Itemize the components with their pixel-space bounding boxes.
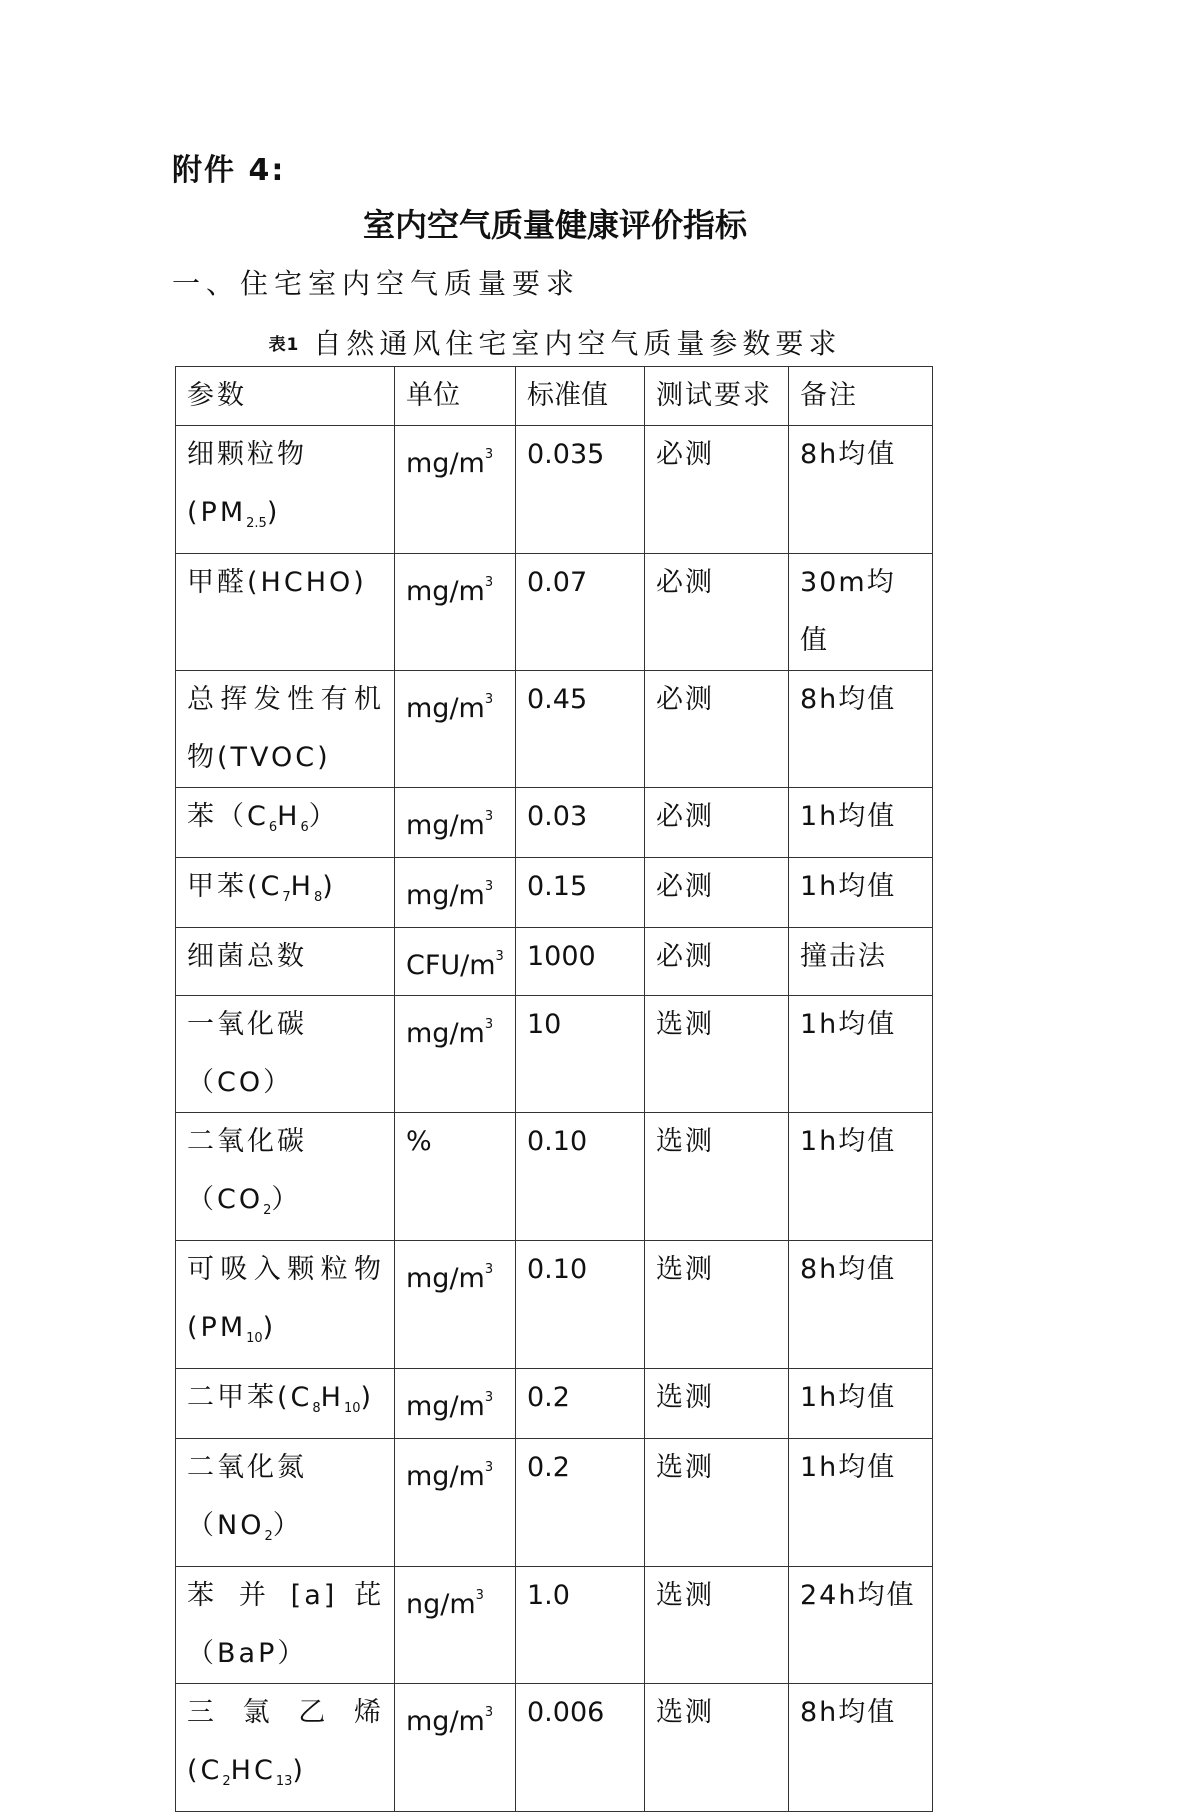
param-text-line2: （BaP） bbox=[187, 1638, 308, 1669]
cell-param bbox=[176, 554, 395, 671]
cell-param bbox=[176, 788, 395, 858]
unit-text: mg/m bbox=[406, 880, 485, 911]
cell-test-requirement: 选测 bbox=[645, 1439, 789, 1567]
cell-test-requirement: 选测 bbox=[645, 1567, 789, 1684]
table-row bbox=[176, 1113, 933, 1241]
unit-superscript: 3 bbox=[484, 1017, 494, 1032]
param-text-tail: ） bbox=[308, 801, 339, 832]
cell-note: 1h均值 bbox=[789, 1113, 933, 1241]
param-text: 甲醛(HCHO) bbox=[187, 567, 367, 598]
cell-param bbox=[176, 928, 395, 996]
unit-superscript: 3 bbox=[484, 809, 494, 824]
cell-note: 30m均值 bbox=[789, 554, 933, 671]
cell-standard-value: 1.0 bbox=[516, 1567, 645, 1684]
cell-standard-value: 0.2 bbox=[516, 1369, 645, 1439]
header-unit: 单位 bbox=[395, 367, 516, 426]
param-text: 细颗粒物(PM bbox=[187, 439, 307, 528]
cell-param bbox=[176, 996, 395, 1113]
unit-text: mg/m bbox=[406, 693, 485, 724]
cell-unit bbox=[395, 858, 516, 928]
cell-note: 8h均值 bbox=[789, 426, 933, 554]
cell-note: 1h均值 bbox=[789, 788, 933, 858]
unit-superscript: 3 bbox=[484, 1460, 494, 1475]
cell-unit bbox=[395, 426, 516, 554]
unit-superscript: 3 bbox=[484, 575, 494, 590]
cell-unit bbox=[395, 1567, 516, 1684]
header-param: 参数 bbox=[176, 367, 395, 426]
unit-text: mg/m bbox=[406, 1263, 485, 1294]
unit-text: ng/m bbox=[406, 1589, 476, 1620]
cell-param bbox=[176, 1439, 395, 1567]
unit-text: mg/m bbox=[406, 1391, 485, 1422]
cell-param bbox=[176, 426, 395, 554]
param-text-tail: H bbox=[277, 801, 301, 832]
unit-superscript: 3 bbox=[484, 1705, 494, 1720]
cell-note: 8h均值 bbox=[789, 1684, 933, 1812]
table-header-row bbox=[176, 367, 933, 426]
param-subscript: 6 bbox=[300, 820, 309, 835]
cell-unit bbox=[395, 671, 516, 788]
param-text: 二氧化碳（CO bbox=[187, 1126, 307, 1215]
unit-text: mg/m bbox=[406, 1018, 485, 1049]
header-value: 标准值 bbox=[516, 367, 645, 426]
unit-text: mg/m bbox=[406, 1706, 485, 1737]
document-title: 室内空气质量健康评价指标 bbox=[362, 206, 747, 244]
param-text-tail: ) bbox=[262, 1312, 277, 1343]
table-row bbox=[176, 1684, 933, 1812]
param-text: 甲苯(C bbox=[187, 871, 283, 902]
cell-param bbox=[176, 1241, 395, 1369]
param-text: 苯（C bbox=[187, 801, 269, 832]
cell-unit bbox=[395, 554, 516, 671]
cell-standard-value: 0.006 bbox=[516, 1684, 645, 1812]
cell-standard-value: 1000 bbox=[516, 928, 645, 996]
cell-standard-value: 0.10 bbox=[516, 1113, 645, 1241]
unit-superscript: 3 bbox=[484, 447, 494, 462]
param-text: 二氧化氮（NO bbox=[187, 1452, 307, 1541]
unit-text: mg/m bbox=[406, 1461, 485, 1492]
table-row bbox=[176, 1241, 933, 1369]
param-subscript: 13 bbox=[275, 1774, 293, 1789]
table-row bbox=[176, 426, 933, 554]
param-text-tail: ） bbox=[271, 1184, 302, 1215]
param-text-tail: ) bbox=[292, 1755, 306, 1786]
param-text: 细菌总数 bbox=[187, 941, 307, 972]
unit-text: mg/m bbox=[406, 448, 485, 479]
cell-param bbox=[176, 671, 395, 788]
param-text-tail: ) bbox=[360, 1382, 375, 1413]
param-text-line2: 物(TVOC) bbox=[187, 742, 331, 773]
table-row bbox=[176, 554, 933, 671]
param-subscript: 2 bbox=[264, 1529, 273, 1544]
param-subscript: 10 bbox=[343, 1401, 361, 1416]
table-row bbox=[176, 1369, 933, 1439]
cell-test-requirement: 选测 bbox=[645, 1241, 789, 1369]
cell-standard-value: 0.03 bbox=[516, 788, 645, 858]
param-text: 二甲苯(C bbox=[187, 1382, 313, 1413]
cell-standard-value: 0.15 bbox=[516, 858, 645, 928]
param-text: 苯 并 [a] 芘 bbox=[187, 1580, 384, 1611]
param-text: 可吸入颗粒物 bbox=[187, 1254, 384, 1285]
cell-standard-value: 0.07 bbox=[516, 554, 645, 671]
cell-unit bbox=[395, 788, 516, 858]
cell-note: 1h均值 bbox=[789, 1439, 933, 1567]
param-subscript: 8 bbox=[312, 1401, 321, 1416]
table-caption bbox=[0, 322, 1110, 362]
param-text-tail: ） bbox=[272, 1510, 303, 1541]
table-row bbox=[176, 996, 933, 1113]
cell-note: 8h均值 bbox=[789, 671, 933, 788]
param-text-tail: ) bbox=[266, 497, 281, 528]
cell-note: 24h均值 bbox=[789, 1567, 933, 1684]
air-quality-table bbox=[175, 366, 933, 1812]
cell-param bbox=[176, 858, 395, 928]
cell-test-requirement: 必测 bbox=[645, 788, 789, 858]
table-row bbox=[176, 788, 933, 858]
table-row bbox=[176, 1567, 933, 1684]
unit-superscript: 3 bbox=[484, 879, 494, 894]
param-text-line2: (PM bbox=[187, 1312, 247, 1343]
cell-unit bbox=[395, 1684, 516, 1812]
param-text-tail: H bbox=[290, 871, 314, 902]
cell-standard-value: 0.2 bbox=[516, 1439, 645, 1567]
param-subscript: 10 bbox=[246, 1331, 263, 1346]
cell-test-requirement: 必测 bbox=[645, 426, 789, 554]
cell-test-requirement: 必测 bbox=[645, 671, 789, 788]
cell-test-requirement: 选测 bbox=[645, 996, 789, 1113]
cell-note: 1h均值 bbox=[789, 996, 933, 1113]
unit-superscript: 3 bbox=[484, 1390, 494, 1405]
unit-text: mg/m bbox=[406, 810, 485, 841]
cell-test-requirement: 选测 bbox=[645, 1684, 789, 1812]
table-caption-text: 自然通风住宅室内空气质量参数要求 bbox=[313, 327, 842, 360]
cell-note: 1h均值 bbox=[789, 1369, 933, 1439]
unit-text: CFU/m bbox=[406, 950, 496, 981]
section-heading: 一、住宅室内空气质量要求 bbox=[172, 267, 581, 300]
unit-superscript: 3 bbox=[495, 949, 504, 964]
unit-superscript: 3 bbox=[475, 1588, 484, 1603]
table-row bbox=[176, 1439, 933, 1567]
cell-param bbox=[176, 1369, 395, 1439]
cell-param bbox=[176, 1567, 395, 1684]
table-row bbox=[176, 928, 933, 996]
cell-test-requirement: 必测 bbox=[645, 858, 789, 928]
param-text-line2: (C bbox=[187, 1755, 223, 1786]
cell-note: 撞击法 bbox=[789, 928, 933, 996]
cell-standard-value: 10 bbox=[516, 996, 645, 1113]
unit-superscript: 3 bbox=[484, 692, 494, 707]
param-text-tail: ) bbox=[322, 871, 336, 902]
cell-unit bbox=[395, 1241, 516, 1369]
param-subscript: 7 bbox=[282, 890, 291, 905]
header-note: 备注 bbox=[789, 367, 933, 426]
param-subscript: 2 bbox=[222, 1774, 231, 1789]
cell-note: 8h均值 bbox=[789, 1241, 933, 1369]
param-text-tail: HC bbox=[230, 1755, 276, 1786]
cell-param bbox=[176, 1113, 395, 1241]
param-subscript: 2.5 bbox=[246, 516, 267, 531]
cell-unit bbox=[395, 996, 516, 1113]
cell-unit bbox=[395, 1439, 516, 1567]
param-text: 三 氯 乙 烯 bbox=[187, 1697, 384, 1728]
cell-unit bbox=[395, 928, 516, 996]
cell-standard-value: 0.10 bbox=[516, 1241, 645, 1369]
attachment-label: 附件 4: bbox=[172, 153, 286, 188]
param-subscript: 6 bbox=[268, 820, 278, 835]
cell-standard-value: 0.45 bbox=[516, 671, 645, 788]
cell-test-requirement: 选测 bbox=[645, 1113, 789, 1241]
unit-superscript: 3 bbox=[484, 1262, 494, 1277]
table-number: 表1 bbox=[268, 335, 300, 355]
cell-test-requirement: 必测 bbox=[645, 928, 789, 996]
cell-unit bbox=[395, 1369, 516, 1439]
header-test: 测试要求 bbox=[645, 367, 789, 426]
cell-standard-value: 0.035 bbox=[516, 426, 645, 554]
param-subscript: 8 bbox=[313, 890, 323, 905]
cell-note: 1h均值 bbox=[789, 858, 933, 928]
table-row bbox=[176, 858, 933, 928]
cell-param bbox=[176, 1684, 395, 1812]
unit-text: % bbox=[406, 1126, 432, 1157]
unit-text: mg/m bbox=[406, 576, 485, 607]
cell-test-requirement: 选测 bbox=[645, 1369, 789, 1439]
cell-unit bbox=[395, 1113, 516, 1241]
table-row bbox=[176, 671, 933, 788]
param-text: 总挥发性有机 bbox=[187, 684, 384, 715]
param-text-tail: H bbox=[320, 1382, 344, 1413]
cell-test-requirement: 必测 bbox=[645, 554, 789, 671]
param-subscript: 2 bbox=[263, 1203, 272, 1218]
param-text: 一氧化碳（CO） bbox=[187, 1009, 307, 1098]
